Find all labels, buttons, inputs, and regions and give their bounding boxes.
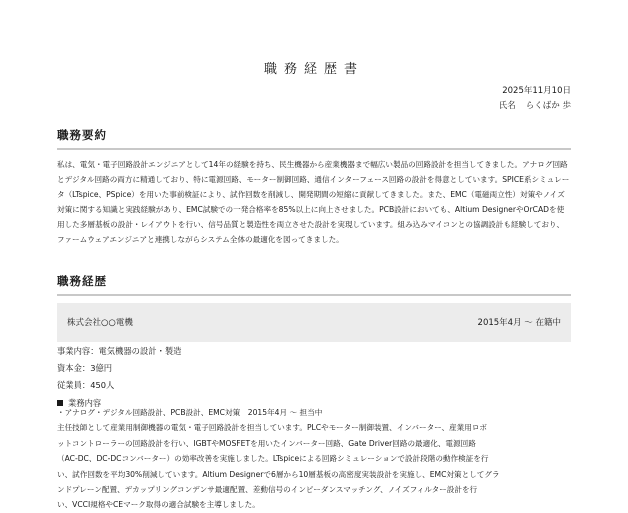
duties-line: ・アナログ・デジタル回路設計、PCB設計、EMC対策 2015年4月 〜 担当中: [57, 408, 323, 417]
company-header: [57, 303, 571, 342]
document-title: 職務経歴書: [263, 62, 364, 77]
company-capital: 資本金：3億円: [57, 363, 113, 373]
company-employees: 従業員：450人: [57, 380, 115, 390]
name-label: 氏名: [498, 101, 516, 111]
company-business: 事業内容：電気機器の設計・製造: [57, 346, 182, 356]
company-name: 株式会社○○電機: [67, 318, 133, 328]
history-heading: 職務経歴: [57, 273, 571, 296]
duties-line: （AC-DC、DC-DCコンバーター）の効率改善を実施しました。LTspiceによる回路シミュレーションで設計段階の動作検証を行: [57, 454, 489, 464]
duties-line: ンドプレーン配置、デカップリングコンデンサ最適配置、差動信号のインピーダンスマッチング、ノイズフィルター設計を行: [57, 485, 478, 495]
duties-line: 主任技師として産業用制御機器の電気・電子回路設計を担当しています。PLCやモーター制御装置、インバーター、産業用ロボ: [57, 423, 488, 433]
document-date: 2025年11月10日: [502, 86, 571, 96]
summary-heading: 職務要約: [57, 127, 571, 150]
duties-text: [57, 405, 571, 513]
duties-line: ットコントローラーの回路設計を行い、IGBTやMOSFETを用いたインバーター回路、Gate Driver回路の最適化、電源回路: [57, 438, 476, 448]
applicant-name-row: [499, 99, 571, 111]
summary-text: 私は、電気・電子回路設計エンジニアとして14年の経験を持ち、民生機器から産業機器まで幅広い製品の回路設計を担当してきました。アナログ回路とデジタル回路の両方に精通しており、特に電源回路、モーター制御回路、通信インターフェース回路の設計を得意としています。SPICE系シミュレータ（LTspice、PSpice）を用いた事前検証により、試作回数を削減し、開発期間の短縮に貢献してきました。また、EMC（電磁両立性）対策やノイズ対策に関する知識と実践経験があり、EMC試験での一発合格率を85%以上に向上させました。PCB設計においても、Altium DesignerやOrCADを使用した多層基板の設計・レイアウトを行い、信号品質と製造性を両立させた設計を実現しています。組み込みマイコンとの協調設計も経験しており、ファームウェアエンジニアと連携しながらシステム全体の最適化を図ってきました。: [57, 160, 570, 245]
duties-line: い、試作回数を平均30%削減しています。Altium Designerで6層から10層基板の高密度実装設計を実施し、EMC対策としてグラ: [57, 469, 500, 479]
duties-line: い、VCCI規格やCEマーク取得の適合試験を主導しました。: [57, 500, 260, 510]
duties-heading-label: 業務内容: [68, 398, 102, 408]
name-value: らくばか 歩: [525, 101, 571, 111]
employment-period: 2015年4月 〜 在籍中: [477, 318, 561, 328]
